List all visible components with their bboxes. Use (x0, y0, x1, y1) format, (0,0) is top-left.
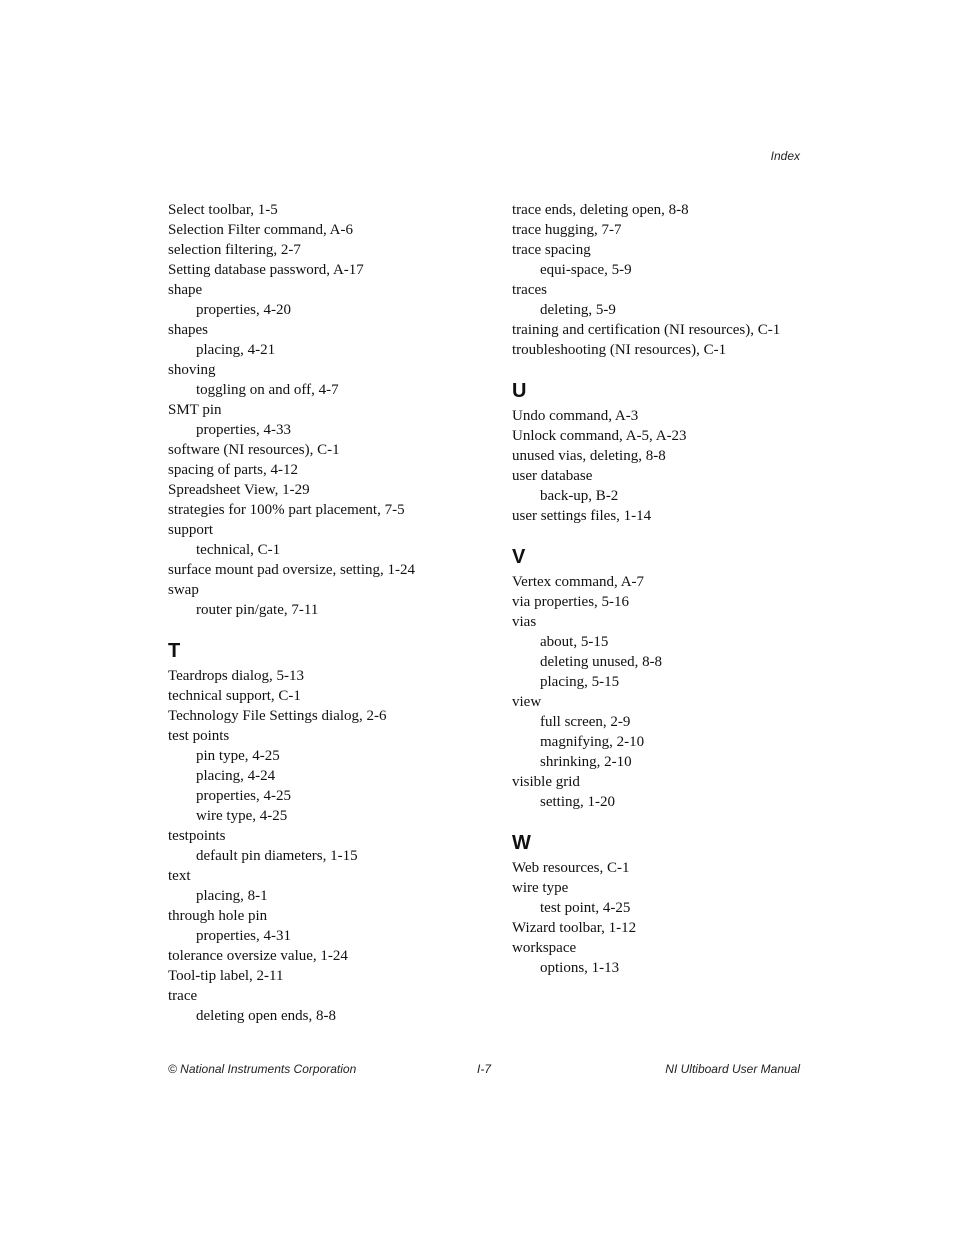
index-entry: spacing of parts, 4-12 (168, 462, 298, 478)
index-subentry: properties, 4-25 (196, 788, 291, 804)
index-subentry: deleting open ends, 8-8 (196, 1008, 336, 1024)
index-subentry: default pin diameters, 1-15 (196, 848, 358, 864)
index-entry: vias (512, 614, 537, 630)
index-subentry: magnifying, 2-10 (540, 734, 645, 750)
index-entry: surface mount pad oversize, setting, 1-24 (168, 562, 416, 578)
index-entry: Unlock command, A-5, A-23 (512, 428, 687, 444)
index-entry: shape (168, 282, 203, 298)
index-subentry: router pin/gate, 7-11 (196, 602, 319, 618)
index-entry: tolerance oversize value, 1-24 (168, 948, 348, 964)
index-entry: swap (168, 582, 199, 598)
index-entry: Wizard toolbar, 1-12 (512, 920, 637, 936)
index-subentry: options, 1-13 (540, 960, 620, 976)
index-entry: support (168, 522, 213, 538)
index-section-letter: W (512, 832, 531, 854)
index-entry: Undo command, A-3 (512, 408, 639, 424)
index-entry: trace (168, 988, 198, 1004)
index-subentry: pin type, 4-25 (196, 748, 280, 764)
index-entry: via properties, 5-16 (512, 594, 630, 610)
index-entry: Web resources, C-1 (512, 860, 630, 876)
index-entry: Teardrops dialog, 5-13 (168, 668, 304, 684)
index-entry: Spreadsheet View, 1-29 (168, 482, 310, 498)
index-entry: selection filtering, 2-7 (168, 242, 301, 258)
index-entry: workspace (512, 940, 577, 956)
index-subentry: properties, 4-31 (196, 928, 291, 944)
index-entry: trace spacing (512, 242, 591, 258)
index-entry: Select toolbar, 1-5 (168, 202, 278, 218)
index-entry: Tool-tip label, 2-11 (168, 968, 284, 984)
index-subentry: wire type, 4-25 (196, 808, 288, 824)
index-subentry: full screen, 2-9 (540, 714, 631, 730)
index-entry: view (512, 694, 542, 710)
index-entry: Vertex command, A-7 (512, 574, 645, 590)
index-entry: wire type (512, 880, 569, 896)
index-entry: testpoints (168, 828, 226, 844)
index-entry: strategies for 100% part placement, 7-5 (168, 502, 405, 518)
running-header: Index (770, 149, 800, 163)
index-entry: shoving (168, 362, 216, 378)
footer-copyright: © National Instruments Corporation (168, 1062, 357, 1076)
index-entry: test points (168, 728, 230, 744)
index-subentry: placing, 8-1 (196, 888, 268, 904)
index-subentry: back-up, B-2 (540, 488, 619, 504)
index-entry: traces (512, 282, 547, 298)
index-entry: unused vias, deleting, 8-8 (512, 448, 666, 464)
index-subentry: toggling on and off, 4-7 (196, 382, 339, 398)
index-entry: technical support, C-1 (168, 688, 301, 704)
index-entry: SMT pin (168, 402, 222, 418)
index-entry: text (168, 868, 191, 884)
index-subentry: about, 5-15 (540, 634, 609, 650)
footer-manual-title: NI Ultiboard User Manual (665, 1062, 800, 1076)
index-section-letter: U (512, 380, 527, 402)
index-subentry: placing, 4-21 (196, 342, 276, 358)
index-subentry: equi-space, 5-9 (540, 262, 632, 278)
index-entry: through hole pin (168, 908, 268, 924)
index-entry: trace ends, deleting open, 8-8 (512, 202, 689, 218)
footer-page-number: I-7 (477, 1062, 492, 1076)
index-entry: trace hugging, 7-7 (512, 222, 622, 238)
index-entry: Technology File Settings dialog, 2-6 (168, 708, 387, 724)
index-subentry: properties, 4-20 (196, 302, 291, 318)
index-subentry: placing, 4-24 (196, 768, 276, 784)
index-subentry: shrinking, 2-10 (540, 754, 632, 770)
index-entry: Setting database password, A-17 (168, 262, 364, 278)
index-subentry: properties, 4-33 (196, 422, 291, 438)
index-entry: software (NI resources), C-1 (168, 442, 340, 458)
index-entry: user settings files, 1-14 (512, 508, 652, 524)
index-subentry: setting, 1-20 (540, 794, 615, 810)
index-entry: training and certification (NI resources), C-1 (512, 322, 781, 338)
index-entry: user database (512, 468, 593, 484)
index-entry: troubleshooting (NI resources), C-1 (512, 342, 727, 358)
index-subentry: deleting unused, 8-8 (540, 654, 663, 670)
index-entry: visible grid (512, 774, 580, 790)
index-subentry: test point, 4-25 (540, 900, 631, 916)
index-entry: Selection Filter command, A-6 (168, 222, 353, 238)
index-entry: shapes (168, 322, 208, 338)
index-column-right (512, 200, 812, 978)
index-section-letter: T (168, 640, 181, 662)
index-section-letter: V (512, 546, 526, 568)
index-subentry: deleting, 5-9 (540, 302, 616, 318)
index-subentry: placing, 5-15 (540, 674, 620, 690)
index-column-left (168, 200, 468, 1026)
index-subentry: technical, C-1 (196, 542, 281, 558)
